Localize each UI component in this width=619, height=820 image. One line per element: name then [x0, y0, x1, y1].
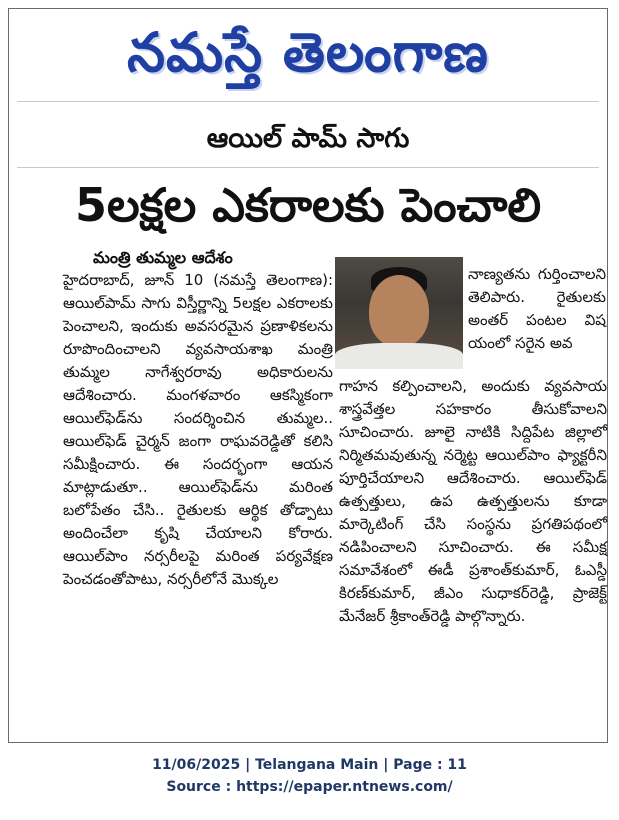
kicker-divider: [17, 167, 599, 168]
newspaper-masthead: నమస్తే తెలంగాణ: [127, 21, 489, 84]
article-headline: 5లక్షల ఎకరాలకు పెంచాలి: [74, 178, 542, 232]
clipping-frame: [8, 8, 608, 743]
article-right-column: [339, 375, 607, 628]
minister-photo: [335, 257, 463, 369]
masthead-divider: [17, 101, 599, 102]
footer-date-page: 11/06/2025 | Telangana Main | Page : 11: [152, 757, 467, 773]
article-kicker: ఆయిల్ పామ్ సాగు: [206, 123, 410, 154]
article-right-column-top: [468, 263, 606, 355]
photo-shirt: [335, 343, 463, 369]
article-byline: మంత్రి తుమ్మల ఆదేశం: [93, 248, 233, 267]
right-column-text: గాహన కల్పించాలని, అందుకు వ్యవసాయ శాస్త్రవేత్తల సహకారం తీసుకోవాలని సూచించారు. జూలై నాటికి సిద్దిపేట జిల్లాలో నిర్మితమవుతున్న నర్మెట్ట ఆయిల్‌పాం ఫ్యాక్టరీని పూర్తిచేయాలని ఆదేశించారు. ఆయిల్‌ఫెడ్ ఉత్పత్తులు, ఉప ఉత్పత్తులను కూడా మార్కెటింగ్ చేసి సంస్థను ప్రగతిపథంలో నడిపించాలని సూచించారు. ఈ సమీక్ష సమావేశంలో ఈడీ ప్రశాంత్‌కుమార్, ఓఎస్డీ కిరణ్‌కుమార్, జీఎం సుధాకర్‌రెడ్డి, ప్రాజెక్ట్ మేనేజర్ శ్రీకాంత్‌రెడ్డి పాల్గొన్నారు.: [339, 377, 607, 625]
left-column-text: హైదరాబాద్, జూన్ 10 (నమస్తే తెలంగాణ): ఆయిల్‌పామ్ సాగు విస్తీర్ణాన్ని 5లక్షల ఎకరాలకు పెంచాలని, ఇందుకు అవసరమైన ప్రణాళికలను రూపొందించాలని వ్యవసాయశాఖ మంత్రి తుమ్మల నాగేశ్వరరావు అధికారులను ఆదేశించారు. మంగళవారం ఆకస్మికంగా ఆయిల్‌ఫెడ్‌ను సందర్శించిన తుమ్మల.. ఆయిల్‌ఫెడ్ చైర్మన్ జంగా రాఘవరెడ్డితో కలిసి సమీక్షించారు. ఈ సందర్భంగా ఆయన మాట్లాడుతూ.. ఆయిల్‌ఫెడ్‌ను మరింత బలోపేతం చేసి.. రైతులకు ఆర్థిక తోడ్పాటు అందించేలా కృషి చేయాలని కోరారు. ఆయిల్‌పాం నర్సరీలపై మరింత పర్యవేక్షణ పెంచడంతోపాటు, నర్సరీలోనే మొక్కల: [63, 271, 333, 588]
right-column-top-text: నాణ్యతను గుర్తించాలని తెలిపారు. రైతులకు అంతర్ పంటల విష యంలో సరైన అవ: [468, 265, 606, 352]
photo-face: [369, 275, 429, 347]
article-left-column: [63, 269, 333, 591]
footer-source: Source : https://epaper.ntnews.com/: [166, 779, 453, 795]
